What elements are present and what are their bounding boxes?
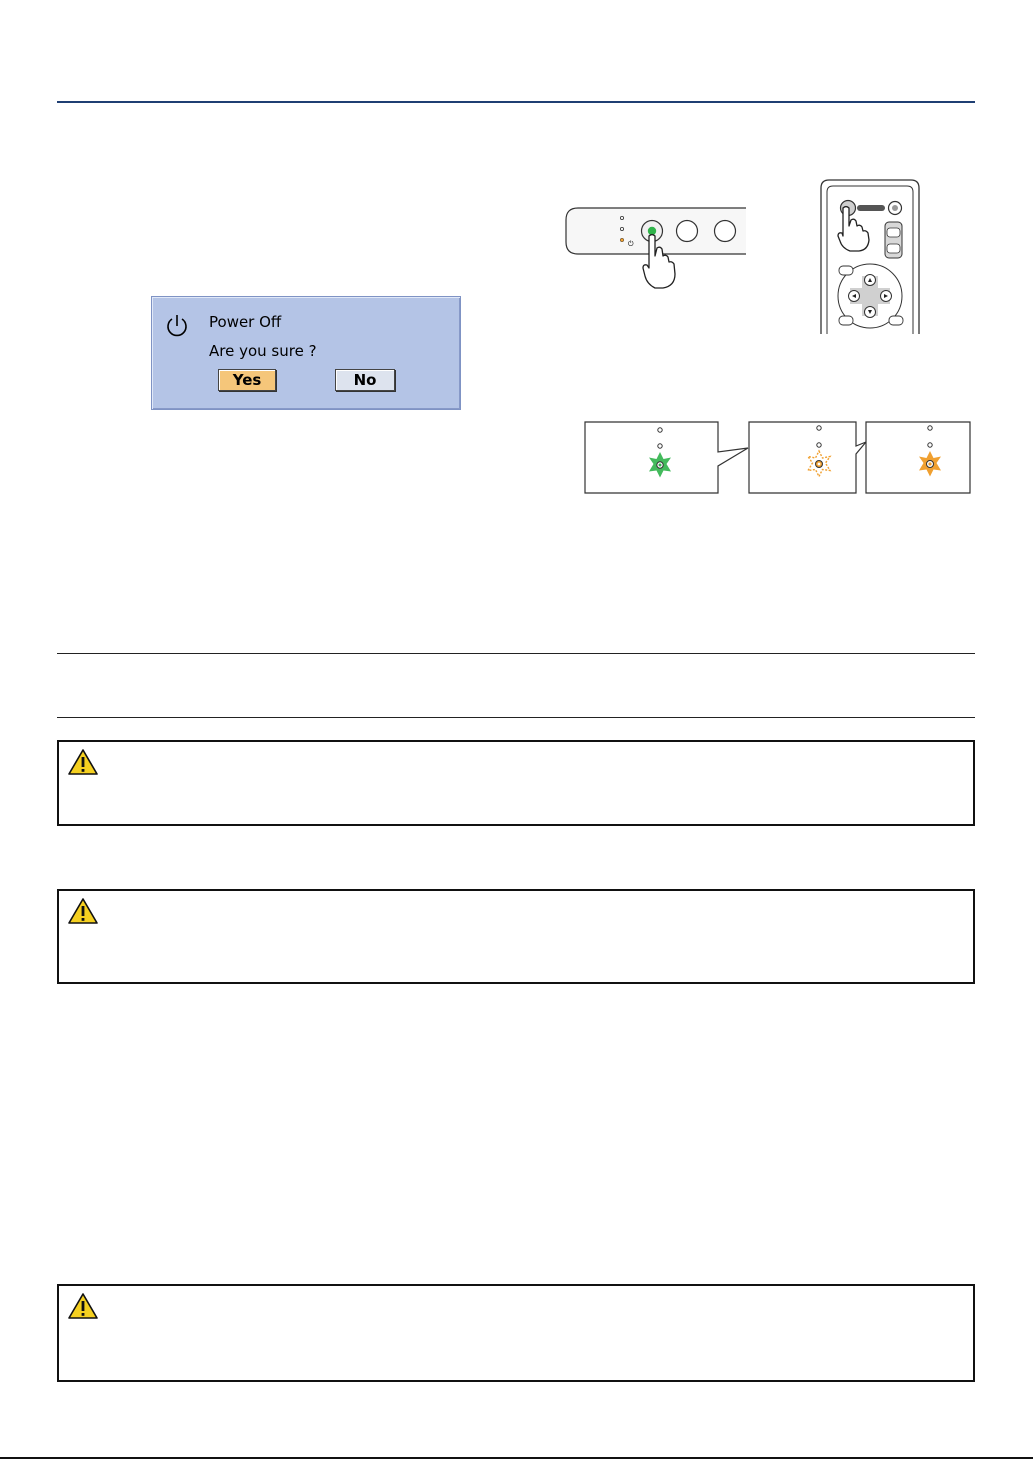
- section-rule-top: [57, 653, 975, 654]
- caution-box-1: [57, 740, 975, 826]
- power-led: [620, 238, 624, 242]
- warning-triangle-icon: [67, 748, 99, 776]
- caution-box-3: [57, 1284, 975, 1382]
- warning-triangle-icon: [67, 1292, 99, 1320]
- yes-button[interactable]: Yes: [218, 369, 276, 391]
- header-rule: [57, 101, 975, 103]
- section-rule-bottom: [57, 717, 975, 718]
- remote-control-illustration: [815, 178, 925, 338]
- caution-box-2: [57, 889, 975, 984]
- power-symbol-label: ⏻: [628, 240, 634, 248]
- dialog-title: Power Off: [209, 313, 282, 331]
- panel-button-2: [677, 221, 698, 242]
- projector-control-panel-illustration: [560, 200, 755, 290]
- no-button[interactable]: No: [335, 369, 395, 391]
- warning-triangle-icon: [67, 897, 99, 925]
- dialog-question: Are you sure ?: [209, 342, 317, 360]
- panel-button-3: [715, 221, 736, 242]
- power-icon: [164, 313, 190, 339]
- indicator-sequence-illustration: [582, 418, 974, 498]
- power-off-dialog: [151, 296, 461, 410]
